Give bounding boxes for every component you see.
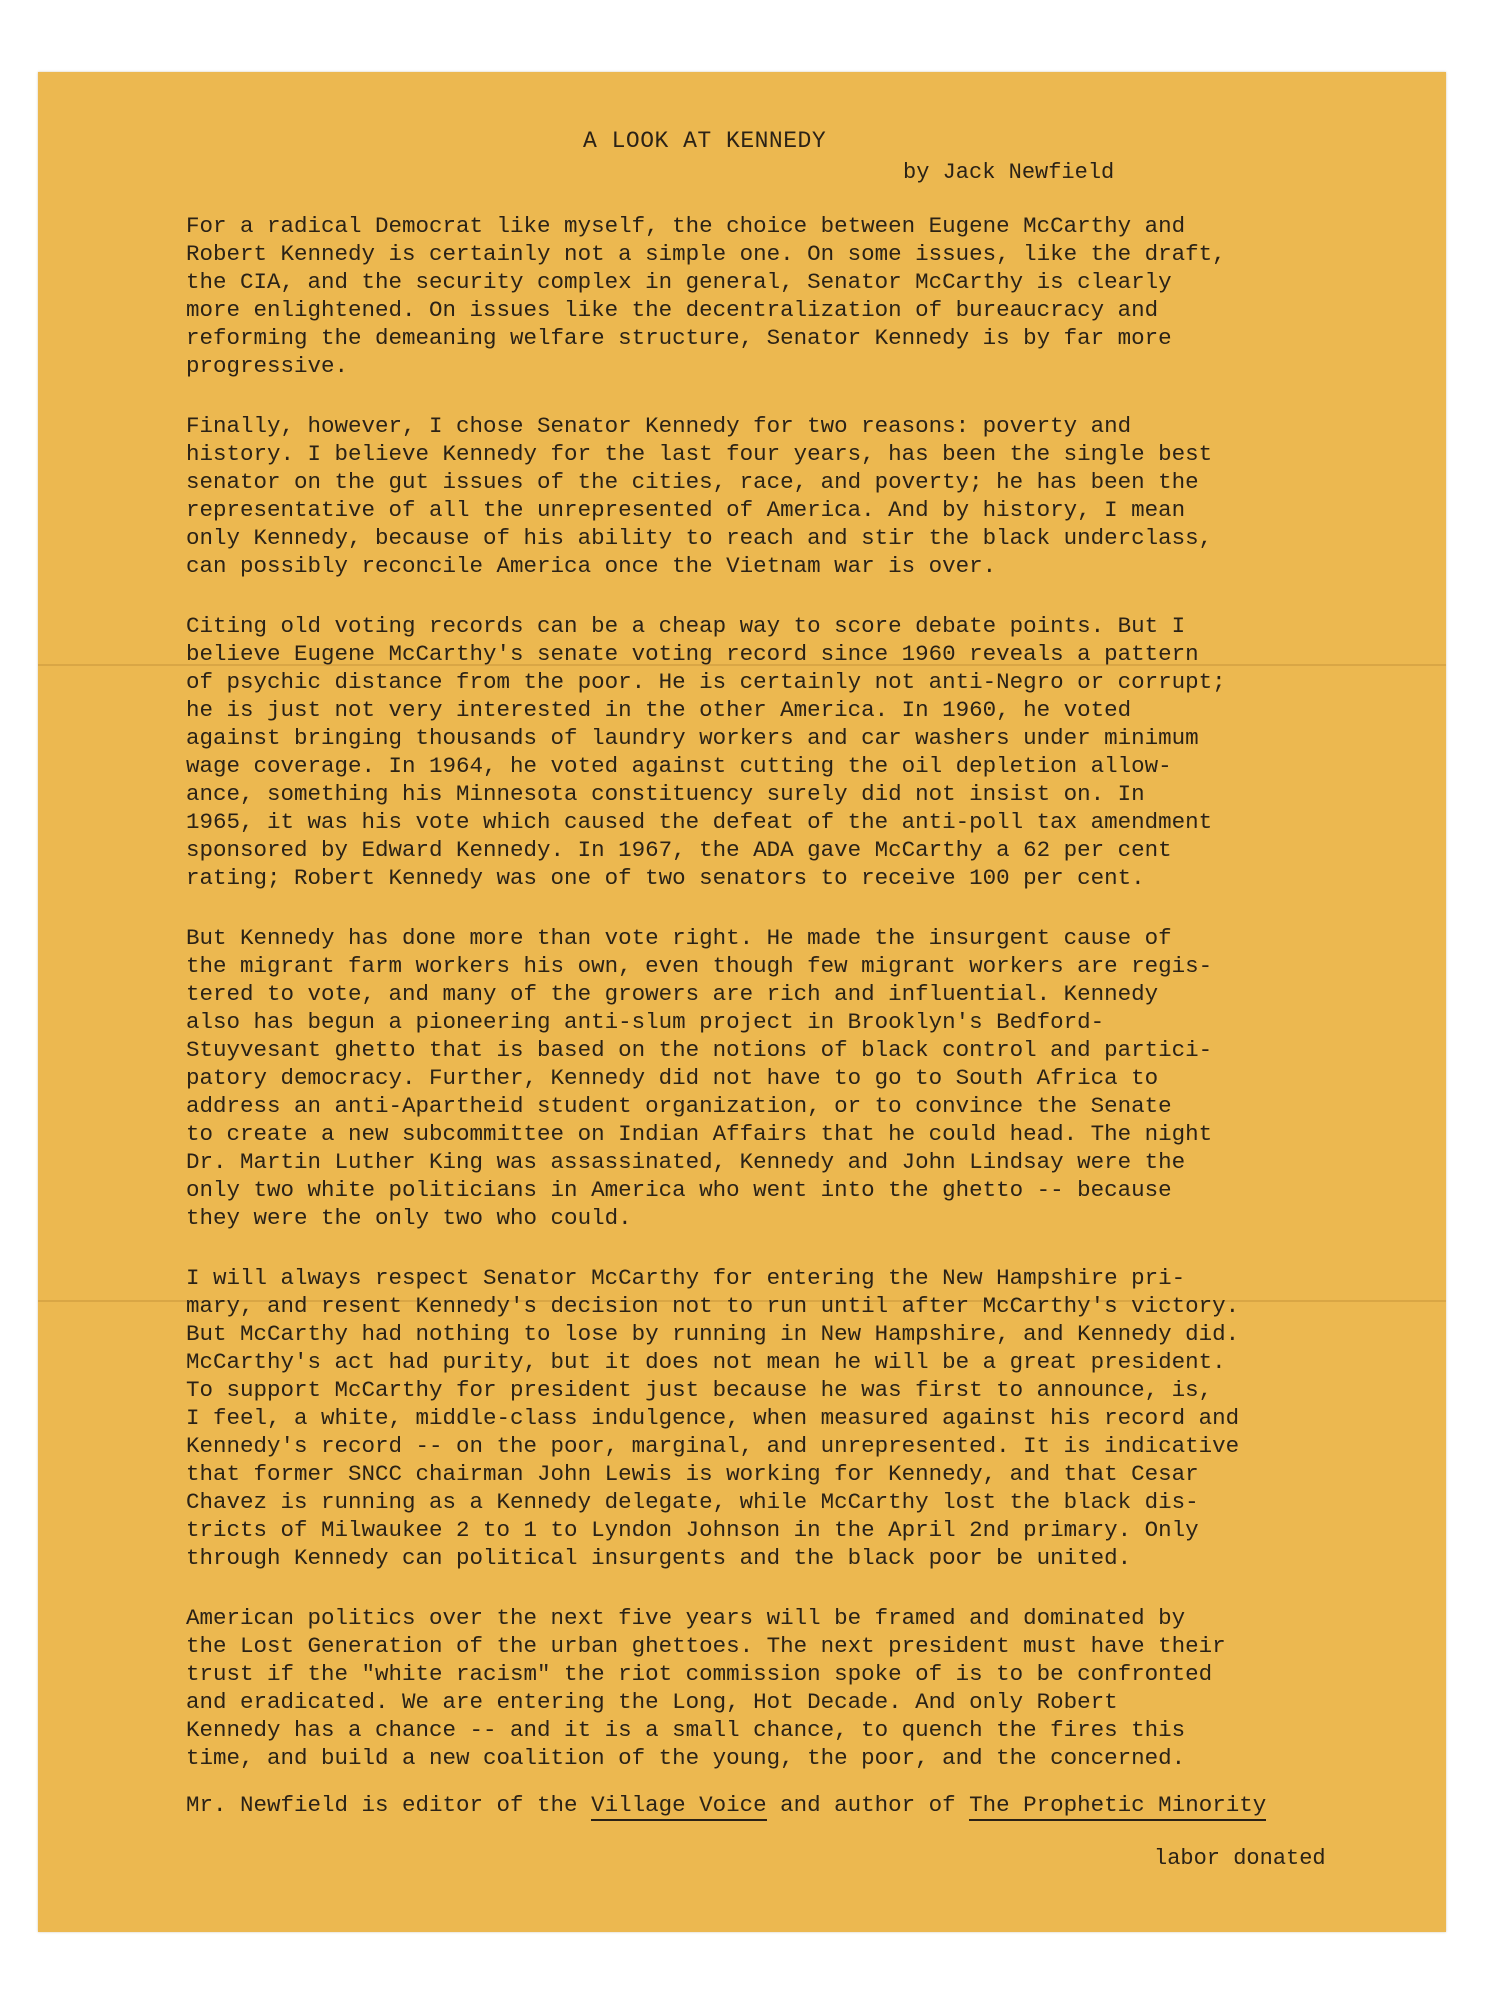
text-line: through Kennedy can political insurgents and the black poor be united. (186, 1545, 1132, 1571)
text-line: wage coverage. In 1964, he voted against cutting the oil depletion allow- (186, 753, 1172, 779)
text-line: For a radical Democrat like myself, the choice between Eugene McCarthy and (186, 213, 1186, 239)
text-line: Dr. Martin Luther King was assassinated, Kennedy and John Lindsay were the (186, 1149, 1186, 1175)
text-line: of psychic distance from the poor. He is certainly not anti-Negro or corrupt; (186, 669, 1226, 695)
text-line: tricts of Milwaukee 2 to 1 to Lyndon Johnson in the April 2nd primary. Only (186, 1517, 1199, 1543)
text-line: Citing old voting records can be a cheap way to score debate points. But I (186, 613, 1186, 639)
author-note-prefix: Mr. Newfield is editor of the (186, 1792, 592, 1818)
text-line: can possibly reconcile America once the Vietnam war is over. (186, 553, 997, 579)
document-sheet (38, 72, 1446, 1932)
text-line: sponsored by Edward Kennedy. In 1967, the ADA gave McCarthy a 62 per cent (186, 837, 1172, 863)
text-line: ance, something his Minnesota constituency surely did not insist on. In (186, 781, 1145, 807)
text-line: the CIA, and the security complex in general, Senator McCarthy is clearly (186, 269, 1172, 295)
paragraph (186, 612, 1356, 892)
text-line: to create a new subcommittee on Indian Affairs that he could head. The night (186, 1121, 1213, 1147)
text-line: But Kennedy has done more than vote right. He made the insurgent cause of (186, 925, 1172, 951)
paragraph (186, 412, 1356, 580)
text-line: 1965, it was his vote which caused the defeat of the anti-poll tax amendment (186, 809, 1213, 835)
text-line: mary, and resent Kennedy's decision not to run until after McCarthy's victory. (186, 1293, 1240, 1319)
text-line: only Kennedy, because of his ability to reach and stir the black underclass, (186, 525, 1213, 551)
text-line: also has begun a pioneering anti-slum project in Brooklyn's Bedford- (186, 1009, 1105, 1035)
text-line: trust if the "white racism" the riot commission spoke of is to be confronted (186, 1661, 1213, 1687)
text-line: patory democracy. Further, Kennedy did not have to go to South Africa to (186, 1065, 1159, 1091)
text-line: rating; Robert Kennedy was one of two senators to receive 100 per cent. (186, 865, 1145, 891)
publication-title: Village Voice (591, 1792, 767, 1821)
text-line: the Lost Generation of the urban ghettoes. The next president must have their (186, 1633, 1226, 1659)
text-line: representative of all the unrepresented of America. And by history, I mean (186, 497, 1186, 523)
paragraph (186, 1264, 1356, 1572)
text-line: Stuyvesant ghetto that is based on the notions of black control and partici- (186, 1037, 1213, 1063)
text-line: tered to vote, and many of the growers are rich and influential. Kennedy (186, 981, 1159, 1007)
text-line: senator on the gut issues of the cities, race, and poverty; he has been the (186, 469, 1199, 495)
text-line: reforming the demeaning welfare structure, Senator Kennedy is by far more (186, 325, 1172, 351)
text-line: Kennedy has a chance -- and it is a small chance, to quench the fires this (186, 1717, 1186, 1743)
labor-donated-note: labor donated (1154, 1846, 1326, 1871)
text-line: they were the only two who could. (186, 1205, 632, 1231)
text-line: more enlightened. On issues like the decentralization of bureaucracy and (186, 297, 1159, 323)
text-line: he is just not very interested in the other America. In 1960, he voted (186, 697, 1132, 723)
text-line: Finally, however, I chose Senator Kennedy for two reasons: poverty and (186, 413, 1132, 439)
author-note (186, 1792, 1266, 1818)
text-line: the migrant farm workers his own, even though few migrant workers are regis- (186, 953, 1213, 979)
paragraph (186, 212, 1356, 380)
text-line: against bringing thousands of laundry workers and car washers under minimum (186, 725, 1199, 751)
text-line: I feel, a white, middle-class indulgence, when measured against his record and (186, 1405, 1240, 1431)
text-line: I will always respect Senator McCarthy for entering the New Hampshire pri- (186, 1265, 1186, 1291)
text-line: Kennedy's record -- on the poor, marginal, and unrepresented. It is indicative (186, 1433, 1240, 1459)
text-line: address an anti-Apartheid student organization, or to convince the Senate (186, 1093, 1172, 1119)
text-line: and eradicated. We are entering the Long, Hot Decade. And only Robert (186, 1689, 1118, 1715)
paragraph (186, 924, 1356, 1232)
byline: by Jack Newfield (903, 160, 1115, 185)
text-line: that former SNCC chairman John Lewis is working for Kennedy, and that Cesar (186, 1461, 1199, 1487)
text-line: history. I believe Kennedy for the last four years, has been the single best (186, 441, 1213, 467)
text-line: time, and build a new coalition of the young, the poor, and the concerned. (186, 1745, 1186, 1771)
document-title: A LOOK AT KENNEDY (583, 128, 827, 154)
text-line: only two white politicians in America who went into the ghetto -- because (186, 1177, 1172, 1203)
text-line: progressive. (186, 353, 349, 379)
article-body (186, 212, 1356, 1804)
text-line: McCarthy's act had purity, but it does not mean he will be a great president. (186, 1349, 1226, 1375)
text-line: Chavez is running as a Kennedy delegate, while McCarthy lost the black dis- (186, 1489, 1199, 1515)
text-line: But McCarthy had nothing to lose by running in New Hampshire, and Kennedy did. (186, 1321, 1240, 1347)
text-line: To support McCarthy for president just because he was first to announce, is, (186, 1377, 1213, 1403)
text-line: believe Eugene McCarthy's senate voting record since 1960 reveals a pattern (186, 641, 1199, 667)
text-line: Robert Kennedy is certainly not a simple one. On some issues, like the draft, (186, 241, 1226, 267)
text-line: American politics over the next five years will be framed and dominated by (186, 1605, 1186, 1631)
author-note-middle: and author of (766, 1792, 970, 1818)
book-title: The Prophetic Minority (969, 1792, 1266, 1821)
paragraph (186, 1604, 1356, 1772)
